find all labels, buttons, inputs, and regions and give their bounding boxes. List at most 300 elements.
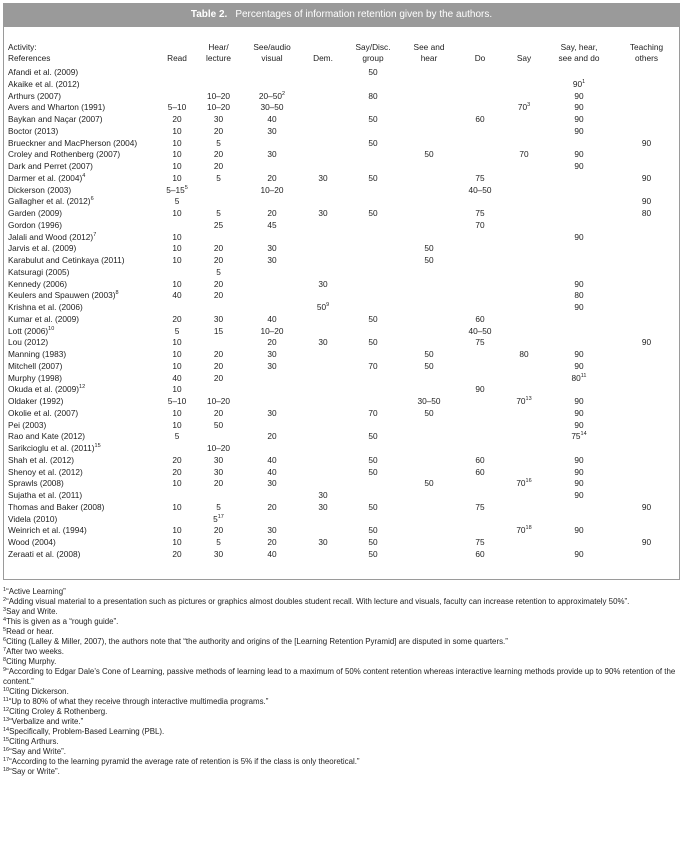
cell-text: Zeraati et al. (2008) — [8, 548, 81, 559]
value-cell — [196, 408, 241, 420]
reference-cell — [8, 373, 158, 385]
value-cell — [196, 525, 241, 537]
value-cell — [241, 102, 303, 114]
value-cell — [343, 220, 403, 232]
column-header-line: Say/Disc. — [355, 42, 391, 52]
table-row — [8, 314, 678, 326]
value-cell — [158, 208, 196, 220]
value-cell — [158, 243, 196, 255]
cell-text: 90 — [574, 548, 584, 559]
cell-text: Manning (1983) — [8, 349, 67, 359]
value-cell — [543, 443, 615, 455]
value-cell — [403, 185, 455, 197]
table-row — [8, 455, 678, 467]
value-cell — [403, 196, 455, 208]
footnote-text: “Verbalize and write.” — [9, 717, 84, 726]
value-cell — [158, 149, 196, 161]
value-cell — [343, 161, 403, 173]
reference-cell — [8, 337, 158, 349]
value-cell — [615, 302, 678, 314]
reference-cell — [8, 431, 158, 443]
footnote — [3, 667, 680, 687]
value-cell — [615, 549, 678, 561]
footnote — [3, 657, 680, 667]
value-cell — [196, 361, 241, 373]
cell-text: 50 — [368, 208, 378, 218]
value-cell — [158, 102, 196, 114]
value-cell — [615, 243, 678, 255]
cell-text: 20 — [213, 255, 224, 265]
value-cell — [196, 396, 241, 408]
cell-text: 90 — [574, 407, 584, 418]
column-header-line: group — [362, 53, 384, 63]
value-cell — [455, 232, 505, 244]
footnote-text: This is given as a “rough guide”. — [6, 617, 119, 626]
value-cell — [196, 384, 241, 396]
cell-text: 45 — [267, 219, 277, 230]
footnote-number: 6 — [3, 637, 7, 643]
cell-text: 30 — [267, 478, 277, 489]
cell-text: 50 — [368, 454, 378, 465]
cell-text: 50 — [368, 548, 378, 559]
cell-text: 10 — [172, 337, 182, 348]
value-cell — [403, 114, 455, 126]
cell-text: 60 — [475, 548, 485, 559]
value-cell — [196, 126, 241, 138]
footnote-number: 5 — [3, 627, 7, 633]
value-cell — [241, 408, 303, 420]
value-cell — [158, 525, 196, 537]
footnote-text: Citing Arthurs. — [9, 737, 59, 746]
value-cell — [343, 185, 403, 197]
column-header — [303, 42, 343, 67]
value-cell — [615, 279, 678, 291]
cell-text: 10 — [172, 419, 182, 430]
value-cell — [543, 279, 615, 291]
value-cell — [505, 267, 543, 279]
value-cell — [615, 138, 678, 150]
reference-cell — [8, 279, 158, 291]
value-cell — [303, 232, 343, 244]
value-cell — [343, 502, 403, 514]
value-cell — [196, 549, 241, 561]
value-cell — [303, 490, 343, 502]
cell-text: 70 — [517, 102, 528, 113]
value-cell — [615, 373, 678, 385]
value-cell — [505, 431, 543, 443]
footnote-number: 13 — [3, 717, 10, 723]
value-cell — [196, 161, 241, 173]
cell-text: 50 — [368, 337, 378, 348]
value-cell — [543, 384, 615, 396]
value-cell — [505, 478, 543, 490]
value-cell — [543, 420, 615, 432]
table-row — [8, 243, 678, 255]
value-cell — [343, 267, 403, 279]
value-cell — [543, 514, 615, 526]
value-cell — [505, 149, 543, 161]
reference-cell — [8, 302, 158, 314]
table-row — [8, 373, 678, 385]
table-row — [8, 114, 678, 126]
value-cell — [543, 138, 615, 150]
value-cell — [158, 326, 196, 338]
cell-text: 40–50 — [468, 325, 492, 336]
retention-table — [8, 42, 678, 561]
value-cell — [241, 149, 303, 161]
cell-text: 30 — [318, 172, 328, 183]
value-cell — [615, 220, 678, 232]
value-cell — [403, 502, 455, 514]
footnote-number: 18 — [3, 767, 10, 773]
footnote-number: 12 — [3, 707, 10, 713]
value-cell — [158, 79, 196, 91]
value-cell — [505, 408, 543, 420]
cell-text: 30 — [318, 278, 328, 289]
cell-text: 80 — [574, 290, 584, 301]
table-row — [8, 161, 678, 173]
value-cell — [455, 478, 505, 490]
table-row — [8, 525, 678, 537]
cell-text: 10 — [172, 243, 182, 254]
cell-text: 10–20 — [206, 90, 231, 101]
value-cell — [303, 384, 343, 396]
value-cell — [303, 149, 343, 161]
value-cell — [455, 185, 505, 197]
value-cell — [196, 349, 241, 361]
footnotes — [3, 587, 680, 777]
footnote — [3, 717, 680, 727]
value-cell — [403, 279, 455, 291]
column-header-line: Activity: — [8, 42, 37, 52]
value-cell — [455, 431, 505, 443]
value-cell — [196, 67, 241, 79]
value-cell — [303, 349, 343, 361]
cell-text: Sujatha et al. (2011) — [8, 490, 83, 500]
value-cell — [615, 337, 678, 349]
cell-text: Rao and Kate (2012) — [8, 431, 86, 442]
value-cell — [303, 67, 343, 79]
value-cell — [455, 443, 505, 455]
cell-text: Sarikcioglu et al. (2011) — [8, 443, 95, 453]
table-row — [8, 396, 678, 408]
footnote-marker: 7 — [93, 231, 97, 238]
cell-text: 40–50 — [468, 184, 492, 195]
value-cell — [615, 255, 678, 267]
value-cell — [158, 349, 196, 361]
cell-text: 90 — [574, 231, 584, 242]
value-cell — [505, 232, 543, 244]
value-cell — [241, 326, 303, 338]
value-cell — [196, 420, 241, 432]
value-cell — [505, 396, 543, 408]
value-cell — [455, 196, 505, 208]
cell-text: 80 — [641, 208, 652, 218]
column-header — [505, 42, 543, 67]
cell-text: 50 — [368, 313, 378, 324]
reference-cell — [8, 91, 158, 103]
value-cell — [455, 502, 505, 514]
value-cell — [241, 243, 303, 255]
footnote-marker: 15 — [94, 443, 101, 449]
table-row — [8, 196, 678, 208]
value-cell — [615, 361, 678, 373]
value-cell — [615, 514, 678, 526]
cell-text: 90 — [574, 102, 584, 113]
cell-text: 20 — [213, 407, 224, 418]
column-header-line: Say — [516, 53, 532, 63]
cell-text: 10–20 — [206, 396, 231, 406]
value-cell — [158, 502, 196, 514]
cell-text: 75 — [475, 537, 485, 547]
value-cell — [343, 361, 403, 373]
value-cell — [403, 443, 455, 455]
value-cell — [196, 243, 241, 255]
cell-text: 15 — [213, 325, 224, 336]
cell-text: Katsuragi (2005) — [8, 266, 70, 277]
value-cell — [403, 138, 455, 150]
cell-text: 50 — [424, 243, 434, 254]
table-row — [8, 91, 678, 103]
cell-text: Dark and Perret (2007) — [8, 161, 93, 171]
column-header-line: see and do — [558, 53, 600, 63]
cell-text: Gallagher et al. (2012) — [8, 196, 91, 207]
column-header-line: Hear/ — [208, 42, 229, 52]
value-cell — [303, 337, 343, 349]
cell-text: 20 — [213, 149, 224, 160]
value-cell — [505, 326, 543, 338]
value-cell — [303, 314, 343, 326]
cell-text: 70 — [519, 149, 529, 160]
reference-cell — [8, 243, 158, 255]
cell-text: 25 — [213, 219, 224, 230]
value-cell — [303, 514, 343, 526]
value-cell — [505, 502, 543, 514]
value-cell — [455, 114, 505, 126]
value-cell — [543, 290, 615, 302]
cell-text: Darmer et al. (2004) — [8, 172, 83, 183]
cell-text: 90 — [574, 302, 584, 312]
value-cell — [158, 91, 196, 103]
value-cell — [158, 549, 196, 561]
value-cell — [196, 279, 241, 291]
cell-text: Videla (2010) — [8, 513, 58, 524]
cell-text: Sprawls (2008) — [8, 478, 64, 489]
cell-text: 50 — [368, 172, 378, 183]
value-cell — [196, 290, 241, 302]
value-cell — [455, 537, 505, 549]
value-cell — [241, 490, 303, 502]
cell-text: 90 — [641, 537, 652, 547]
value-cell — [615, 102, 678, 114]
cell-text: 90 — [574, 454, 584, 465]
value-cell — [303, 279, 343, 291]
cell-text: Akaike et al. (2012) — [8, 78, 80, 89]
column-header — [158, 42, 196, 67]
value-cell — [403, 514, 455, 526]
cell-text: Jalali and Wood (2012) — [8, 231, 94, 242]
table-row — [8, 514, 678, 526]
value-cell — [455, 396, 505, 408]
column-header-line: See and — [413, 42, 445, 52]
reference-cell — [8, 549, 158, 561]
cell-text: 40 — [267, 454, 277, 465]
cell-text: 90 — [572, 78, 583, 89]
value-cell — [158, 314, 196, 326]
footnote-number: 15 — [3, 737, 10, 743]
reference-cell — [8, 232, 158, 244]
cell-text: 50 — [368, 501, 378, 512]
cell-text: 20 — [267, 431, 277, 442]
value-cell — [303, 361, 343, 373]
value-cell — [241, 173, 303, 185]
value-cell — [158, 478, 196, 490]
column-header-line: hear — [420, 53, 438, 63]
cell-text: 60 — [475, 466, 485, 477]
value-cell — [543, 549, 615, 561]
footnote-text: “Active Learning” — [6, 587, 66, 596]
value-cell — [158, 126, 196, 138]
column-header-line: Do — [474, 53, 486, 63]
value-cell — [615, 232, 678, 244]
value-cell — [241, 443, 303, 455]
value-cell — [543, 255, 615, 267]
value-cell — [343, 279, 403, 291]
column-header-line: visual — [261, 53, 283, 63]
cell-text: 5 — [174, 196, 180, 207]
value-cell — [505, 420, 543, 432]
table-caption: Percentages of information retention given by the authors. — [235, 9, 493, 20]
value-cell — [158, 490, 196, 502]
cell-text: 10–20 — [260, 325, 284, 336]
value-cell — [241, 196, 303, 208]
value-cell — [615, 185, 678, 197]
footnote-text: After two weeks. — [6, 647, 64, 656]
value-cell — [543, 67, 615, 79]
cell-text: 10 — [172, 255, 182, 265]
value-cell — [303, 525, 343, 537]
reference-cell — [8, 408, 158, 420]
value-cell — [403, 149, 455, 161]
cell-text: Lou (2012) — [8, 337, 49, 348]
footnote — [3, 767, 680, 777]
reference-cell — [8, 173, 158, 185]
cell-text: 50 — [213, 419, 224, 430]
cell-text: 5–10 — [167, 102, 187, 113]
value-cell — [403, 290, 455, 302]
value-cell — [343, 549, 403, 561]
value-cell — [158, 114, 196, 126]
cell-text: 30 — [318, 337, 328, 348]
cell-text: Baykan and Naçar (2007) — [8, 114, 103, 124]
value-cell — [196, 79, 241, 91]
cell-text: 30 — [267, 149, 277, 160]
cell-text: 50 — [368, 137, 378, 148]
reference-cell — [8, 361, 158, 373]
footnote-number: 17 — [3, 757, 10, 763]
value-cell — [455, 243, 505, 255]
value-cell — [505, 185, 543, 197]
footnote — [3, 737, 680, 747]
value-cell — [543, 102, 615, 114]
cell-text: 20 — [267, 172, 277, 183]
cell-text: 30 — [267, 525, 277, 536]
cell-text: 20 — [213, 525, 224, 536]
footnote-marker: 2 — [282, 90, 286, 97]
value-cell — [455, 514, 505, 526]
cell-text: 70 — [516, 478, 526, 489]
table-row — [8, 138, 678, 150]
footnote-number: 8 — [3, 657, 7, 663]
cell-text: 75 — [571, 431, 581, 442]
value-cell — [543, 232, 615, 244]
value-cell — [303, 431, 343, 443]
cell-text: Okolie et al. (2007) — [8, 407, 79, 418]
value-cell — [455, 149, 505, 161]
footnote-marker: 5 — [184, 184, 188, 191]
value-cell — [343, 373, 403, 385]
value-cell — [241, 373, 303, 385]
value-cell — [343, 232, 403, 244]
value-cell — [343, 443, 403, 455]
value-cell — [543, 502, 615, 514]
cell-text: Pei (2003) — [8, 419, 47, 430]
value-cell — [505, 208, 543, 220]
value-cell — [196, 138, 241, 150]
value-cell — [241, 384, 303, 396]
table-row — [8, 290, 678, 302]
column-header-line: Teaching — [629, 42, 664, 52]
value-cell — [158, 302, 196, 314]
value-cell — [241, 232, 303, 244]
cell-text: 10 — [172, 149, 182, 160]
footnote-number: 11 — [3, 697, 9, 703]
reference-cell — [8, 502, 158, 514]
value-cell — [505, 279, 543, 291]
value-cell — [303, 196, 343, 208]
cell-text: 75 — [475, 501, 485, 512]
value-cell — [303, 185, 343, 197]
cell-text: 20 — [172, 454, 182, 465]
cell-text: 30 — [213, 454, 224, 465]
table-row — [8, 208, 678, 220]
value-cell — [196, 467, 241, 479]
value-cell — [241, 67, 303, 79]
table-container — [3, 27, 680, 580]
value-cell — [343, 455, 403, 467]
column-header-line: References — [8, 53, 51, 63]
value-cell — [543, 478, 615, 490]
value-cell — [615, 467, 678, 479]
value-cell — [303, 549, 343, 561]
reference-cell — [8, 455, 158, 467]
value-cell — [615, 173, 678, 185]
footnote-marker: 11 — [580, 372, 587, 379]
value-cell — [158, 373, 196, 385]
cell-text: 50 — [424, 478, 434, 489]
cell-text: 30 — [318, 501, 328, 512]
value-cell — [241, 126, 303, 138]
cell-text: 10–20 — [260, 184, 284, 195]
cell-text: 10 — [172, 125, 182, 136]
value-cell — [615, 455, 678, 467]
value-cell — [615, 290, 678, 302]
value-cell — [543, 467, 615, 479]
value-cell — [403, 384, 455, 396]
value-cell — [343, 537, 403, 549]
value-cell — [403, 267, 455, 279]
value-cell — [543, 337, 615, 349]
